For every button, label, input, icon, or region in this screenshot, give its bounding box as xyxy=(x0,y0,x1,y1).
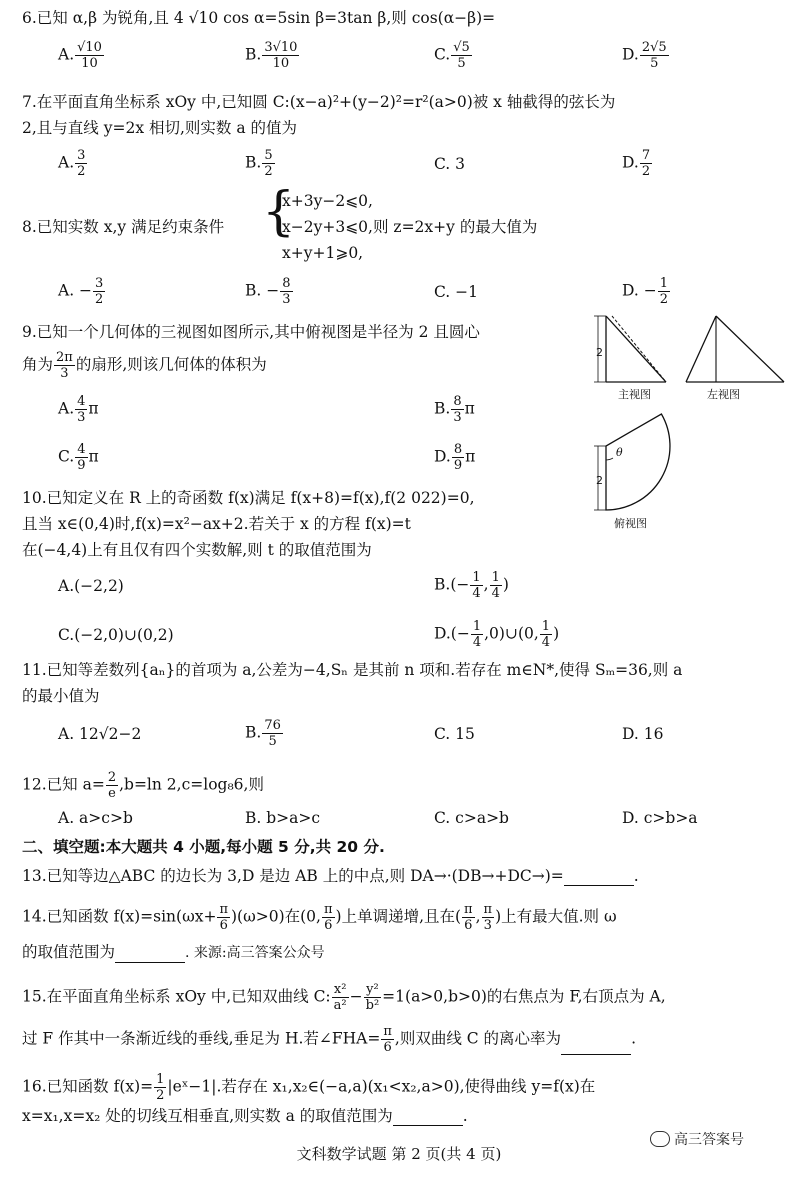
top-view-sector xyxy=(594,414,670,510)
question-11-line-1: 11.已知等差数列{aₙ}的首项为 a,公差为−4,Sₙ 是其前 n 项和.若存在 m∈N*,使得 Sₘ=36,则 a xyxy=(22,661,683,679)
q8-option-d: D. − $\frac{1}{2}$ xyxy=(622,276,668,307)
q7-option-b: B. $\frac{5}{2}$ xyxy=(245,148,273,179)
page-footer: 文科数学试题 第 2 页(共 4 页) xyxy=(296,1145,502,1163)
q7-option-a: A. $\frac{3}{2}$ xyxy=(58,148,86,179)
brand-badge: 高三答案号 xyxy=(650,1129,744,1149)
q12-option-d: D. c>b>a xyxy=(622,809,698,827)
q9-option-d: D. $\frac{8}{9}$ π xyxy=(434,442,476,473)
question-7-line-2: 2,且与直线 y=2x 相切,则实数 a 的值为 xyxy=(22,119,298,137)
q8-option-a: A. − $\frac{3}{2}$ xyxy=(58,276,104,307)
q10-option-d: D.(− $\frac{1}{4}$ ,0)∪(0, $\frac{1}{4}$ ) xyxy=(434,619,560,650)
q9-option-a: A. $\frac{4}{3}$ π xyxy=(58,394,99,425)
question-7-line-1: 7.在平面直角坐标系 xOy 中,已知圆 C:(x−a)²+(y−2)²=r²(a>0)被 x 轴截得的弦长为 xyxy=(22,93,616,111)
front-view-caption: 主视图 xyxy=(618,388,651,401)
q12-option-b: B. b>a>c xyxy=(245,809,321,827)
q11-option-b: B. $\frac{76}{5}$ xyxy=(245,718,281,749)
question-8-stem: 8.已知实数 x,y 满足约束条件 xyxy=(22,218,225,236)
q12-option-c: C. c>a>b xyxy=(434,809,509,827)
q10-option-b: B.(− $\frac{1}{4}$ , $\frac{1}{4}$ ) xyxy=(434,570,509,601)
question-16-line-2: x=x₁,x=x₂ 处的切线互相垂直,则实数 a 的取值范围为 . xyxy=(22,1107,468,1125)
q10-option-c: C.(−2,0)∪(0,2) xyxy=(58,626,174,644)
wechat-icon xyxy=(650,1131,670,1147)
q9-option-c: C. $\frac{4}{9}$ π xyxy=(58,442,99,473)
question-12-stem: 12.已知 a= $\frac{2}{e}$ ,b=ln 2,c=log₈6,则 xyxy=(22,770,264,801)
constraint-1: x+3y−2⩽0, xyxy=(282,192,373,210)
side-view xyxy=(686,316,784,382)
question-10-line-3: 在(−4,4)上有且仅有四个实数解,则 t 的取值范围为 xyxy=(22,541,372,559)
constraint-brace: { xyxy=(262,182,296,242)
q11-option-a: A. 12√2−2 xyxy=(58,725,142,743)
front-view xyxy=(594,316,666,382)
question-15-line-1: 15.在平面直角坐标系 xOy 中,已知双曲线 C: $\frac{\text{x²}}{\text{a²}}$ − $\frac{\text{y²}}{\text{b²}}$ =1(a>0,b>0)的右焦点为 F,右顶点为 A, xyxy=(22,982,666,1013)
q6-option-b: B. $\frac{3√10}{10}$ xyxy=(245,40,298,71)
constraint-3: x+y+1⩾0, xyxy=(282,244,364,262)
answer-blank-14[interactable] xyxy=(115,946,185,963)
q11-option-d: D. 16 xyxy=(622,725,664,743)
q12-option-a: A. a>c>b xyxy=(58,809,133,827)
section-2-heading: 二、填空题:本大题共 4 小题,每小题 5 分,共 20 分. xyxy=(22,838,385,856)
side-view-caption: 左视图 xyxy=(707,388,740,401)
question-10-line-2: 且当 x∈(0,4)时,f(x)=x²−ax+2.若关于 x 的方程 f(x)=t xyxy=(22,515,411,533)
q11-option-c: C. 15 xyxy=(434,725,475,743)
answer-blank-15[interactable] xyxy=(561,1038,631,1055)
answer-blank-13[interactable] xyxy=(564,869,634,886)
question-9-line-1: 9.已知一个几何体的三视图如图所示,其中俯视图是半径为 2 且圆心 xyxy=(22,323,480,341)
q8-option-c: C. −1 xyxy=(434,283,479,301)
q8-option-b: B. − $\frac{8}{3}$ xyxy=(245,276,291,307)
q7-option-c: C. 3 xyxy=(434,155,466,173)
angle-theta-label: θ xyxy=(616,446,623,459)
top-view-caption: 俯视图 xyxy=(614,517,647,530)
question-13-stem: 13.已知等边△ABC 的边长为 3,D 是边 AB 上的中点,则 DA→·(DB→+DC→)= . xyxy=(22,867,639,885)
question-14-line-1: 14.已知函数 f(x)=sin(ωx+ $\frac{\pi}{6}$ )(ω>0)在(0, $\frac{\pi}{6}$ )上单调递增,且在( $\frac{\pi}{6}$ , $\frac{\pi}{3}$ )上有最大值.则 ω xyxy=(22,902,617,933)
q9-option-b: B. $\frac{8}{3}$ π xyxy=(434,394,475,425)
q10-option-a: A.(−2,2) xyxy=(58,577,124,595)
question-14-line-2: 的取值范围为 . 来源:高三答案公众号 xyxy=(22,943,325,961)
question-11-line-2: 的最小值为 xyxy=(22,687,100,705)
answer-blank-16[interactable] xyxy=(393,1109,463,1126)
top-view-dimension: 2 xyxy=(596,474,603,487)
q7-option-d: D. $\frac{7}{2}$ xyxy=(622,148,651,179)
q6-option-c: C. $\frac{√5}{5}$ xyxy=(434,40,470,71)
constraint-2: x−2y+3⩽0,则 z=2x+y 的最大值为 xyxy=(282,218,538,236)
front-view-dimension: 2 xyxy=(596,346,603,359)
question-10-line-1: 10.已知定义在 R 上的奇函数 f(x)满足 f(x+8)=f(x),f(2 022)=0, xyxy=(22,489,475,507)
question-15-line-2: 过 F 作其中一条渐近线的垂线,垂足为 H.若∠FHA= $\frac{\pi}{6}$ ,则双曲线 C 的离心率为 . xyxy=(22,1024,636,1055)
question-16-line-1: 16.已知函数 f(x)= $\frac{1}{2}$ |eˣ−1|.若存在 x₁,x₂∈(−a,a)(x₁<x₂,a>0),使得曲线 y=f(x)在 xyxy=(22,1072,596,1103)
q6-option-d: D. $\frac{2√5}{5}$ xyxy=(622,40,667,71)
three-view-figure xyxy=(588,312,788,532)
q6-option-a: A. $\frac{√10}{10}$ xyxy=(58,40,102,71)
question-6-stem: 6.已知 α,β 为锐角,且 4 √10 cos α=5sin β=3tan β,则 cos(α−β)= xyxy=(22,9,496,27)
question-9-line-2: 角为 $\frac{2\pi}{3}$ 的扇形,则该几何体的体积为 xyxy=(22,350,267,381)
